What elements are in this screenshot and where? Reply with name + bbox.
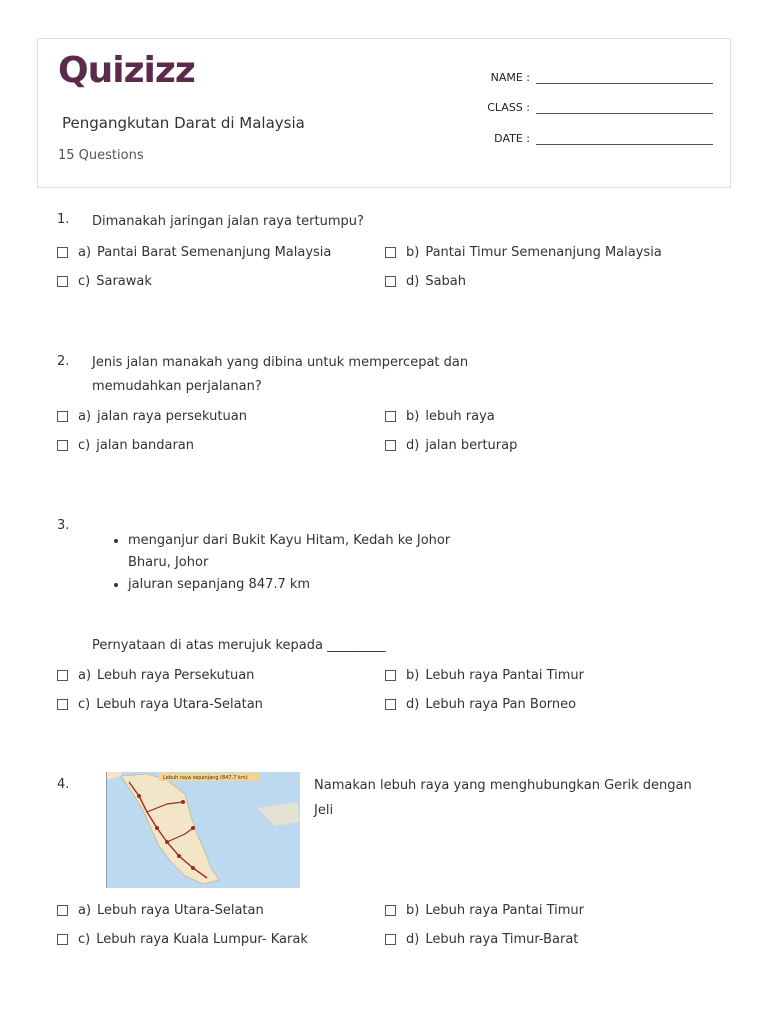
checkbox[interactable]: [385, 905, 396, 916]
checkbox[interactable]: [385, 670, 396, 681]
option-a[interactable]: a) Lebuh raya Persekutuan: [57, 668, 254, 683]
checkbox[interactable]: [57, 276, 68, 287]
class-field: [438, 101, 713, 121]
question-number: 4.: [57, 777, 70, 792]
option-b[interactable]: b) Lebuh raya Pantai Timur: [385, 668, 584, 683]
option-b[interactable]: b) Pantai Timur Semenanjung Malaysia: [385, 245, 662, 260]
checkbox[interactable]: [385, 411, 396, 422]
map-caption: Lebuh raya sepanjang (847.7 km): [163, 775, 248, 781]
checkbox[interactable]: [57, 905, 68, 916]
option-d[interactable]: d) jalan berturap: [385, 438, 517, 453]
class-line[interactable]: [536, 113, 713, 114]
worksheet-header: [37, 38, 731, 188]
option-a[interactable]: a) Pantai Barat Semenanjung Malaysia: [57, 245, 331, 260]
route-marker: [181, 800, 185, 804]
option-a[interactable]: a) jalan raya persekutuan: [57, 409, 247, 424]
route-marker: [165, 840, 169, 844]
name-field: [438, 71, 713, 91]
option-b[interactable]: b) Lebuh raya Pantai Timur: [385, 903, 584, 918]
checkbox[interactable]: [385, 440, 396, 451]
checkbox[interactable]: [57, 699, 68, 710]
route-marker: [191, 866, 195, 870]
question-number: 1.: [57, 212, 70, 227]
question-text: Dimanakah jaringan jalan raya tertumpu?: [92, 214, 364, 229]
question-text-line-1: Jenis jalan manakah yang dibina untuk mempercepat dan: [92, 355, 469, 370]
class-label: CLASS :: [487, 101, 530, 114]
option-c[interactable]: c) jalan bandaran: [57, 438, 194, 453]
question-text-line-2: Jeli: [314, 803, 334, 818]
option-b[interactable]: b) lebuh raya: [385, 409, 495, 424]
checkbox[interactable]: [385, 276, 396, 287]
route-marker: [177, 854, 181, 858]
date-line[interactable]: [536, 144, 713, 145]
question-number: 2.: [57, 354, 70, 369]
checkbox[interactable]: [385, 247, 396, 258]
checkbox[interactable]: [57, 440, 68, 451]
option-c[interactable]: c) Sarawak: [57, 274, 152, 289]
option-c[interactable]: c) Lebuh raya Kuala Lumpur- Karak: [57, 932, 308, 947]
route-marker: [155, 826, 159, 830]
quizizz-logo: Quizizz: [58, 50, 195, 91]
statement-item: • menganjur dari Bukit Kayu Hitam, Kedah ke Johor Bharu, Johor: [128, 530, 450, 574]
question-count: 15 Questions: [58, 148, 144, 163]
checkbox[interactable]: [57, 934, 68, 945]
option-d[interactable]: d) Sabah: [385, 274, 466, 289]
question-text: Pernyataan di atas merujuk kepada _________: [92, 638, 386, 653]
question-number: 3.: [57, 518, 70, 533]
option-d[interactable]: d) Lebuh raya Pan Borneo: [385, 697, 576, 712]
statement-list: [110, 530, 450, 596]
checkbox[interactable]: [385, 934, 396, 945]
checkbox[interactable]: [57, 411, 68, 422]
date-field: [438, 132, 713, 152]
name-line[interactable]: [536, 83, 713, 84]
name-label: NAME :: [490, 71, 530, 84]
option-d[interactable]: d) Lebuh raya Timur-Barat: [385, 932, 578, 947]
statement-item: • jaluran sepanjang 847.7 km: [128, 574, 450, 596]
quiz-title: Pengangkutan Darat di Malaysia: [62, 114, 305, 132]
question-text-line-2: memudahkan perjalanan?: [92, 379, 262, 394]
checkbox[interactable]: [57, 247, 68, 258]
highway-map-image: [106, 772, 300, 888]
question-text-line-1: Namakan lebuh raya yang menghubungkan Gerik dengan: [314, 778, 692, 793]
option-c[interactable]: c) Lebuh raya Utara-Selatan: [57, 697, 263, 712]
option-a[interactable]: a) Lebuh raya Utara-Selatan: [57, 903, 264, 918]
date-label: DATE :: [494, 132, 530, 145]
checkbox[interactable]: [385, 699, 396, 710]
route-marker: [137, 794, 141, 798]
checkbox[interactable]: [57, 670, 68, 681]
route-marker: [191, 826, 195, 830]
